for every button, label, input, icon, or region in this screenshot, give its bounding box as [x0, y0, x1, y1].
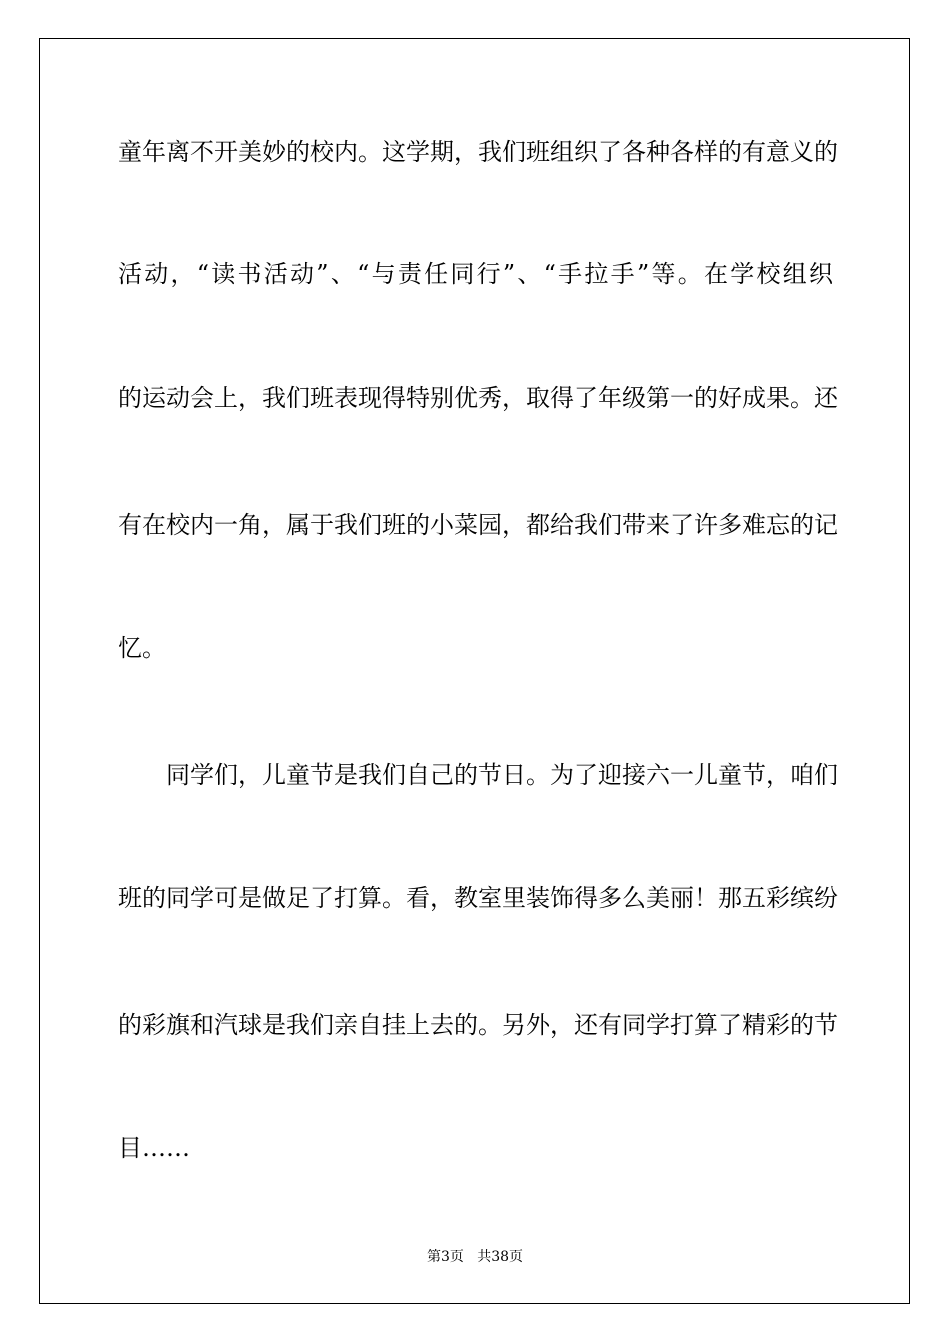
paragraph-1-line-1: 童年离不开美妙的校内。这学期，我们班组织了各种各样的有意义的 — [118, 138, 838, 166]
paragraph-2-line-3: 的彩旗和汽球是我们亲自挂上去的。另外，还有同学打算了精彩的节 — [118, 1011, 838, 1039]
paragraph-1-line-3: 的运动会上，我们班表现得特别优秀，取得了年级第一的好成果。还 — [118, 384, 838, 412]
paragraph-1-line-5: 忆。 — [118, 634, 166, 662]
paragraph-2-line-1: 同学们，儿童节是我们自己的节日。为了迎接六一儿童节，咱们 — [166, 761, 838, 789]
paragraph-1-line-2: 活动，“读书活动”、“与责任同行”、“手拉手”等。在学校组织 — [118, 260, 833, 288]
page-border — [39, 38, 910, 1304]
paragraph-1-line-4: 有在校内一角，属于我们班的小菜园，都给我们带来了许多难忘的记 — [118, 511, 838, 539]
paragraph-2-line-2: 班的同学可是做足了打算。看，教室里装饰得多么美丽！那五彩缤纷 — [118, 884, 838, 912]
paragraph-2-line-4: 目…… — [118, 1134, 190, 1162]
page-number-footer: 第3页 共38页 — [426, 1249, 524, 1265]
